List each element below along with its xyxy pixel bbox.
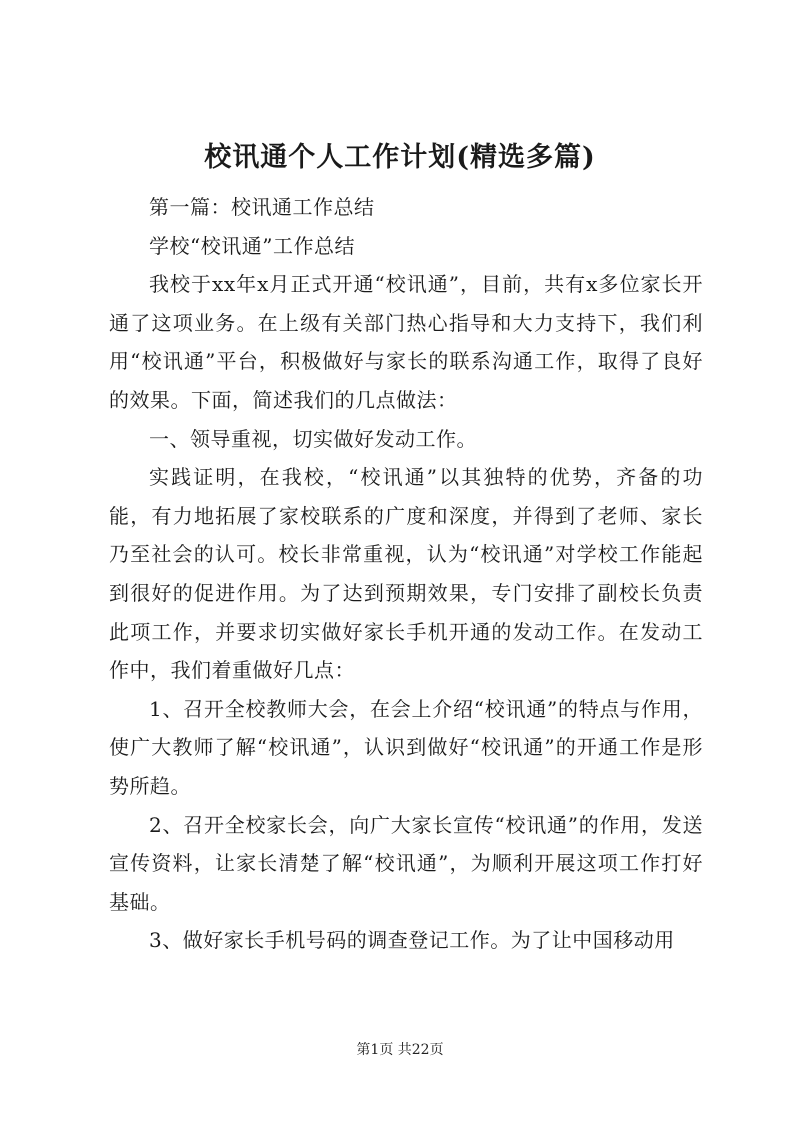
document-body xyxy=(109,188,703,960)
paragraph-section-heading: 第一篇：校讯通工作总结 xyxy=(149,195,375,219)
paragraph-point-heading: 一、领导重视，切实做好发动工作。 xyxy=(149,426,477,451)
paragraph-item-2: 2、召开全校家长会，向广大家长宣传“校讯通”的作用，发送宣传资料，让家长清楚了解“校讯通”，为顺利开展这项工作打好基础。 xyxy=(109,812,703,914)
paragraph-subtitle: 学校“校讯通”工作总结 xyxy=(149,233,355,258)
document-title: 校讯通个人工作计划(精选多篇) xyxy=(204,142,596,173)
page-number-footer: 第1页 共22页 xyxy=(356,1042,444,1058)
paragraph-practice: 实践证明，在我校，“校讯通”以其独特的优势，齐备的功能，有力地拓展了家校联系的广度和深度，并得到了老师、家长乃至社会的认可。校长非常重视，认为“校讯通”对学校工作能起到很好的促进作用。为了达到预期效果，专门安排了副校长负责此项工作，并要求切实做好家长手机开通的发动工作。在发动工作中，我们着重做好几点： xyxy=(109,465,703,683)
paragraph-intro: 我校于xx年x月正式开通“校讯通”，目前，共有x多位家长开通了这项业务。在上级有关部门热心指导和大力支持下，我们利用“校讯通”平台，积极做好与家长的联系沟通工作，取得了良好的效果。下面，简述我们的几点做法： xyxy=(109,272,703,412)
paragraph-item-1: 1、召开全校教师大会，在会上介绍“校讯通”的特点与作用，使广大教师了解“校讯通”，认识到做好“校讯通”的开通工作是形势所趋。 xyxy=(109,696,703,798)
paragraph-item-3: 3、做好家长手机号码的调查登记工作。为了让中国移动用 xyxy=(149,928,675,953)
